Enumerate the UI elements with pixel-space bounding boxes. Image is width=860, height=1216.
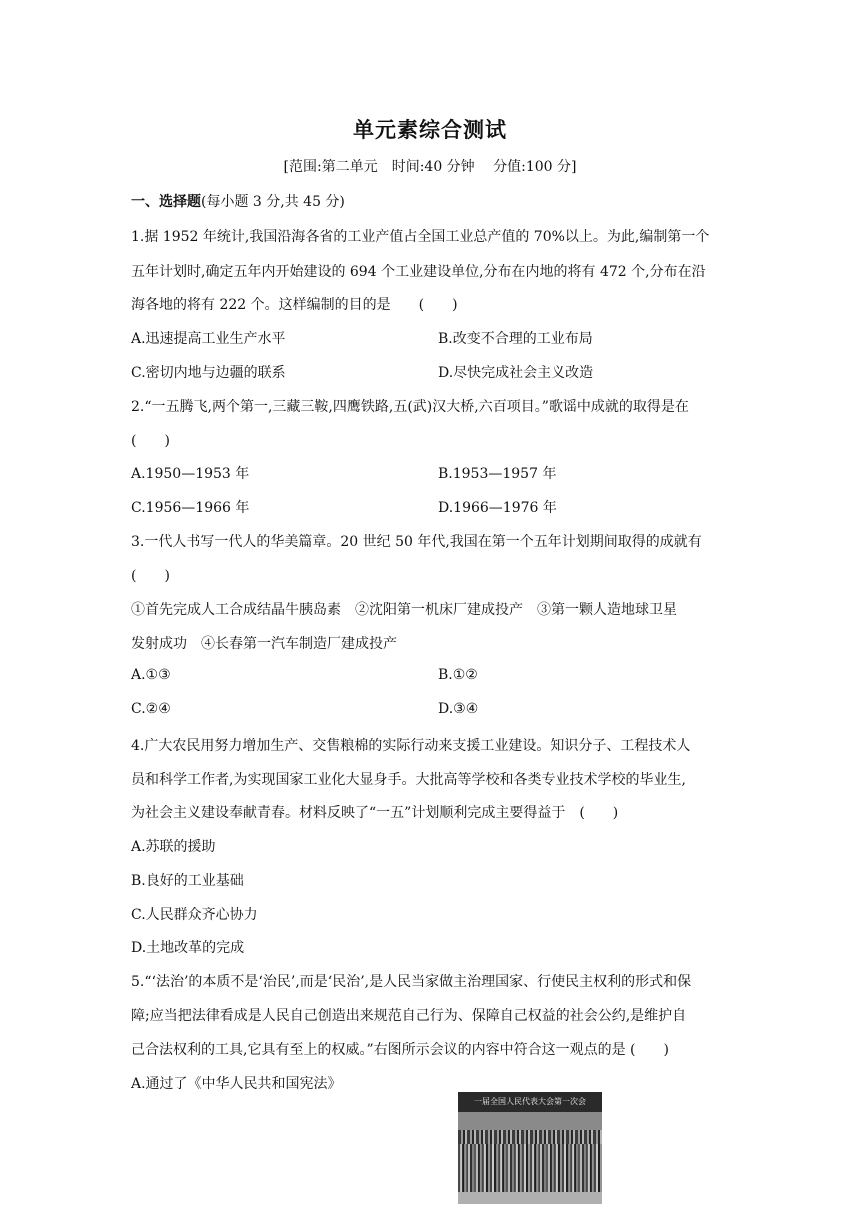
q4-option-c: C.人民群众齐心协力 xyxy=(131,907,258,923)
q4-line-3: 为社会主义建设奉献青春。材料反映了“一五”计划顺利完成主要得益于 ( ) xyxy=(131,805,619,821)
q4-option-b: B.良好的工业基础 xyxy=(131,873,244,889)
photo-building xyxy=(458,1112,602,1130)
q4-option-a: A.苏联的援助 xyxy=(131,839,216,855)
q2-option-a: A.1950—1953 年 xyxy=(131,466,250,482)
section-note: (每小题 3 分,共 45 分) xyxy=(201,194,345,210)
q1-option-b: B.改变不合理的工业布局 xyxy=(438,331,593,347)
q4-option-d: D.土地改革的完成 xyxy=(131,940,245,956)
photo-banner: 一届全国人民代表大会第一次会 xyxy=(458,1092,602,1112)
q4-line-2: 员和科学工作者,为实现国家工业化大显身手。大批高等学校和各类专业技术学校的毕业生, xyxy=(131,772,686,788)
q1-line-2: 五年计划时,确定五年内开始建设的 694 个工业建设单位,分布在内地的将有 472 个,分布在沿 xyxy=(131,264,706,280)
q2-option-d: D.1966—1976 年 xyxy=(438,500,557,516)
q2-option-c: C.1956—1966 年 xyxy=(131,500,250,516)
q3-line-1: 3.一代人书写一代人的华美篇章。20 世纪 50 年代,我国在第一个五年计划期间取得的成就有 xyxy=(131,534,702,550)
q3-line-2: ( ) xyxy=(131,568,170,584)
q3-line-3: ①首先完成人工合成结晶牛胰岛素 ②沈阳第一机床厂建成投产 ③第一颗人造地球卫星 xyxy=(131,602,677,618)
q1-line-3: 海各地的将有 222 个。这样编制的目的是 ( ) xyxy=(131,297,458,313)
q5-option-a: A.通过了《中华人民共和国宪法》 xyxy=(131,1076,342,1092)
q2-line-1: 2.“一五腾飞,两个第一,三藏三鞍,四鹰铁路,五(武)汉大桥,六百项目。”歌谣中成就的取得是在 xyxy=(131,399,689,415)
q2-option-b: B.1953—1957 年 xyxy=(438,466,557,482)
exam-scope-line: [范围:第二单元 时间:40 分钟 分值:100 分] xyxy=(283,159,577,175)
q1-line-1: 1.据 1952 年统计,我国沿海各省的工业产值占全国工业总产值的 70%以上。为此,编制第一个 xyxy=(131,229,710,245)
q1-option-c: C.密切内地与边疆的联系 xyxy=(131,365,286,381)
q5-line-3: 己合法权利的工具,它具有至上的权威。”右图所示会议的内容中符合这一观点的是 ( ) xyxy=(131,1042,669,1058)
q3-line-4: 发射成功 ④长春第一汽车制造厂建成投产 xyxy=(131,636,397,652)
photo-ground xyxy=(458,1192,602,1204)
congress-photo xyxy=(458,1092,602,1204)
q1-option-d: D.尽快完成社会主义改造 xyxy=(438,365,594,381)
q3-option-c: C.②④ xyxy=(131,701,171,717)
q2-line-2: ( ) xyxy=(131,433,170,449)
section-title: 一、选择题 xyxy=(131,194,201,210)
q5-line-1: 5.“‘法治’的本质不是‘治民’,而是‘民治’,是人民当家做主治理国家、行使民主权利的形式和保 xyxy=(131,974,692,990)
q3-option-d: D.③④ xyxy=(438,701,479,717)
page-title: 单元素综合测试 xyxy=(353,118,507,142)
q5-line-2: 障;应当把法律看成是人民自己创造出来规范自己行为、保障自己权益的社会公约,是维护自 xyxy=(131,1008,687,1024)
q3-option-a: A.①③ xyxy=(131,667,171,683)
section-heading xyxy=(131,191,345,211)
q1-option-a: A.迅速提高工业生产水平 xyxy=(131,331,286,347)
q3-option-b: B.①② xyxy=(438,667,478,683)
q4-line-1: 4.广大农民用努力增加生产、交售粮棉的实际行动来支援工业建设。知识分子、工程技术人 xyxy=(131,738,691,754)
